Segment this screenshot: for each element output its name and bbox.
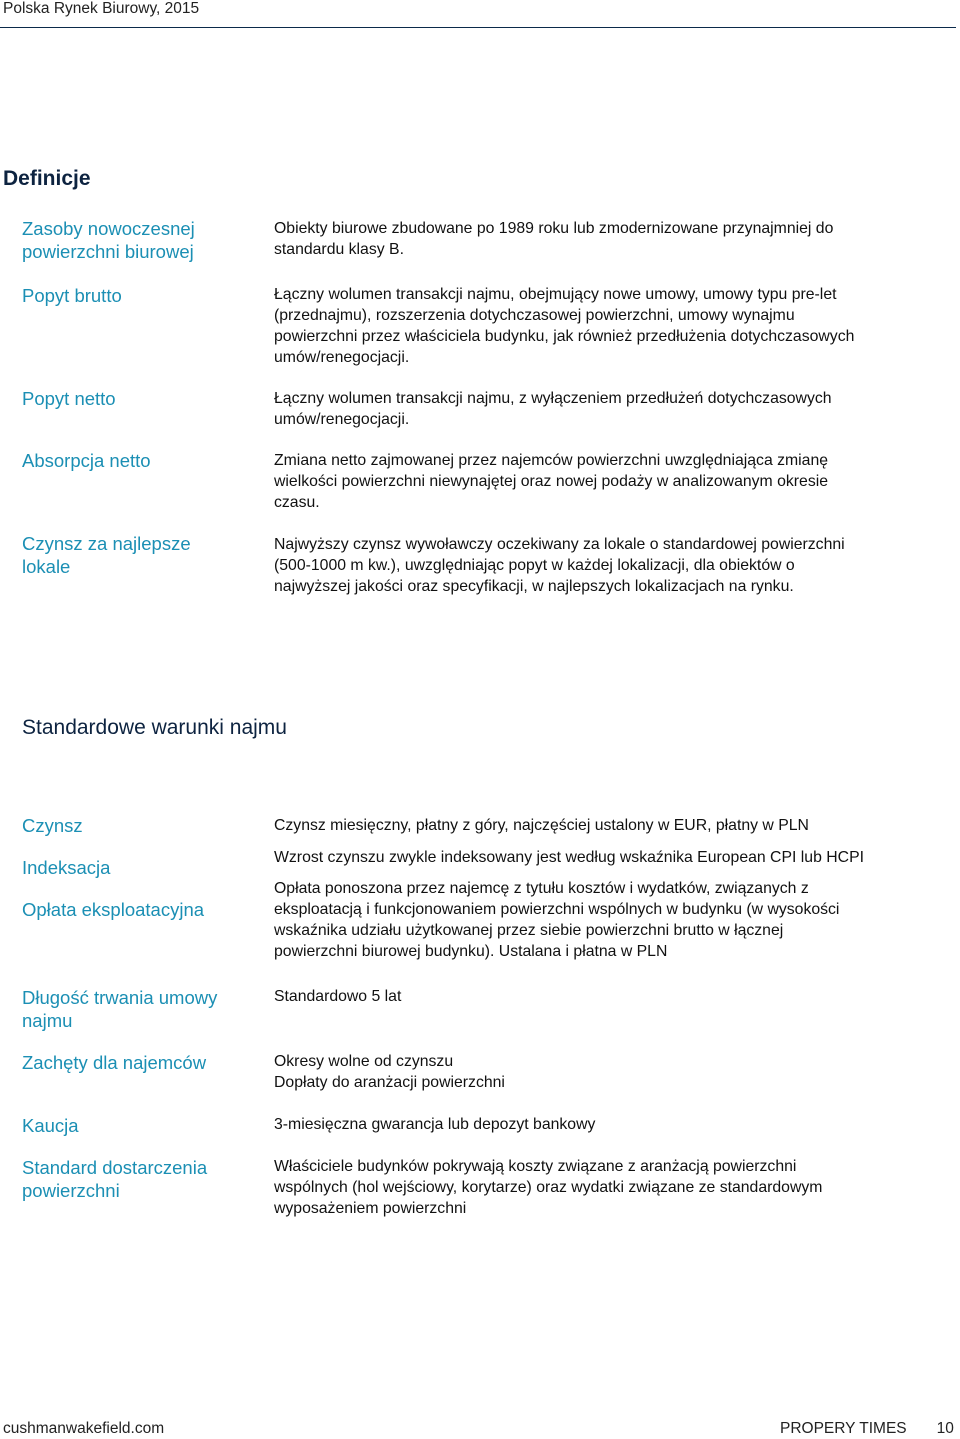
term-line: Opłata eksploatacyjna xyxy=(22,899,205,920)
term-line: lokale xyxy=(22,556,71,577)
term-line: Standard dostarczenia xyxy=(22,1157,208,1178)
term-line: Czynsz za najlepsze xyxy=(22,533,191,554)
definition-line: wyposażeniem powierzchni xyxy=(274,1200,467,1217)
definition-line: Okresy wolne od czynszu xyxy=(274,1053,454,1070)
term-line: Długość trwania umowy xyxy=(22,987,218,1008)
document-header-title: Polska Rynek Biurowy, 2015 xyxy=(3,0,200,17)
lease-term-text xyxy=(274,1114,954,1135)
definition-line: Łączny wolumen transakcji najmu, obejmujący nowe umowy, umowy typu pre-let xyxy=(274,286,837,303)
definition-line: Opłata ponoszona przez najemcę z tytułu kosztów i wydatków, związanych z xyxy=(274,880,809,897)
definition-line: wskaźnika udziału użytkowanej przez siebie powierzchni brutto w łącznej xyxy=(274,922,784,939)
definition-line: (przednajmu), rozszerzenia dotychczasowej powierzchni, umowy wynajmu xyxy=(274,307,795,324)
header-divider xyxy=(0,27,956,28)
definition-text xyxy=(274,534,954,597)
lease-term-text xyxy=(274,815,954,836)
definition-line: powierzchni przez właściciela budynku, jak również przedłużenia dotychczasowych xyxy=(274,328,855,345)
definition-line: Łączny wolumen transakcji najmu, z wyłączeniem przedłużeń dotychczasowych xyxy=(274,390,832,407)
definition-text xyxy=(274,450,954,513)
definition-term xyxy=(22,284,247,307)
definition-line: Obiekty biurowe zbudowane po 1989 roku lub zmodernizowane przynajmniej do xyxy=(274,220,834,237)
definition-line: czasu. xyxy=(274,494,320,511)
definition-text xyxy=(274,388,954,430)
lease-term xyxy=(22,814,247,837)
lease-term-text xyxy=(274,1156,954,1219)
footer-website-link[interactable]: cushmanwakefield.com xyxy=(3,1420,165,1437)
term-line: najmu xyxy=(22,1010,73,1031)
lease-term-text xyxy=(274,1051,954,1093)
lease-term-text xyxy=(274,878,954,962)
definition-line: umów/renegocjacji. xyxy=(274,349,410,366)
definition-line: Standardowo 5 lat xyxy=(274,988,402,1005)
definition-line: Zmiana netto zajmowanej przez najemców powierzchni uwzględniająca zmianę xyxy=(274,452,829,469)
lease-term-text xyxy=(274,847,954,868)
definition-term xyxy=(22,387,247,410)
definition-line: Dopłaty do aranżacji powierzchni xyxy=(274,1074,505,1091)
definition-line: umów/renegocjacji. xyxy=(274,411,410,428)
footer-publication-name: PROPERY TIMES xyxy=(780,1420,907,1437)
definition-line: Właściciele budynków pokrywają koszty związane z aranżacją powierzchni xyxy=(274,1158,797,1175)
definition-text xyxy=(274,218,954,260)
definition-line: 3-miesięczna gwarancja lub depozyt bankowy xyxy=(274,1116,596,1133)
definition-term xyxy=(22,532,247,578)
term-line: Popyt netto xyxy=(22,388,116,409)
term-line: Zachęty dla najemców xyxy=(22,1052,207,1073)
definitions-heading: Definicje xyxy=(3,167,91,190)
definition-line: wielkości powierzchni niewynajętej oraz nowej podaży w analizowanym okresie xyxy=(274,473,829,490)
lease-term xyxy=(22,856,247,879)
definition-text xyxy=(274,284,954,368)
definition-line: powierzchni biurowej budynku). Ustalana i płatna w PLN xyxy=(274,943,668,960)
page-number: 10 xyxy=(936,1420,954,1437)
definition-line: Najwyższy czynsz wywoławczy oczekiwany za lokale o standardowej powierzchni xyxy=(274,536,845,553)
term-line: Absorpcja netto xyxy=(22,450,151,471)
definition-line: Czynsz miesięczny, płatny z góry, najczęściej ustalony w EUR, płatny w PLN xyxy=(274,817,809,834)
term-line: Indeksacja xyxy=(22,857,111,878)
definition-line: wspólnych (hol wejściowy, korytarze) oraz wydatki związane ze standardowym xyxy=(274,1179,823,1196)
lease-term xyxy=(22,986,247,1032)
lease-term xyxy=(22,1114,247,1137)
definition-line: (500-1000 m kw.), uwzględniając popyt w każdej lokalizacji, dla obiektów o xyxy=(274,557,795,574)
definition-line: eksploatacją i funkcjonowaniem powierzchni wspólnych w budynku (w wysokości xyxy=(274,901,840,918)
footer-publication xyxy=(780,1420,954,1438)
lease-term xyxy=(22,1156,247,1202)
lease-term-text xyxy=(274,986,954,1007)
term-line: Popyt brutto xyxy=(22,285,122,306)
term-line: Czynsz xyxy=(22,815,83,836)
definition-line: Wzrost czynszu zwykle indeksowany jest według wskaźnika European CPI lub HCPI xyxy=(274,849,864,866)
definition-term xyxy=(22,449,247,472)
term-line: Zasoby nowoczesnej xyxy=(22,218,195,239)
term-line: powierzchni xyxy=(22,1180,120,1201)
definition-line: standardu klasy B. xyxy=(274,241,404,258)
term-line: Kaucja xyxy=(22,1115,79,1136)
definition-line: najwyższej jakości oraz specyfikacji, w najlepszych lokalizacjach na rynku. xyxy=(274,578,794,595)
term-line: powierzchni biurowej xyxy=(22,241,194,262)
standard-terms-heading: Standardowe warunki najmu xyxy=(22,716,287,739)
definition-term xyxy=(22,217,247,263)
lease-term xyxy=(22,898,247,921)
lease-term xyxy=(22,1051,247,1074)
